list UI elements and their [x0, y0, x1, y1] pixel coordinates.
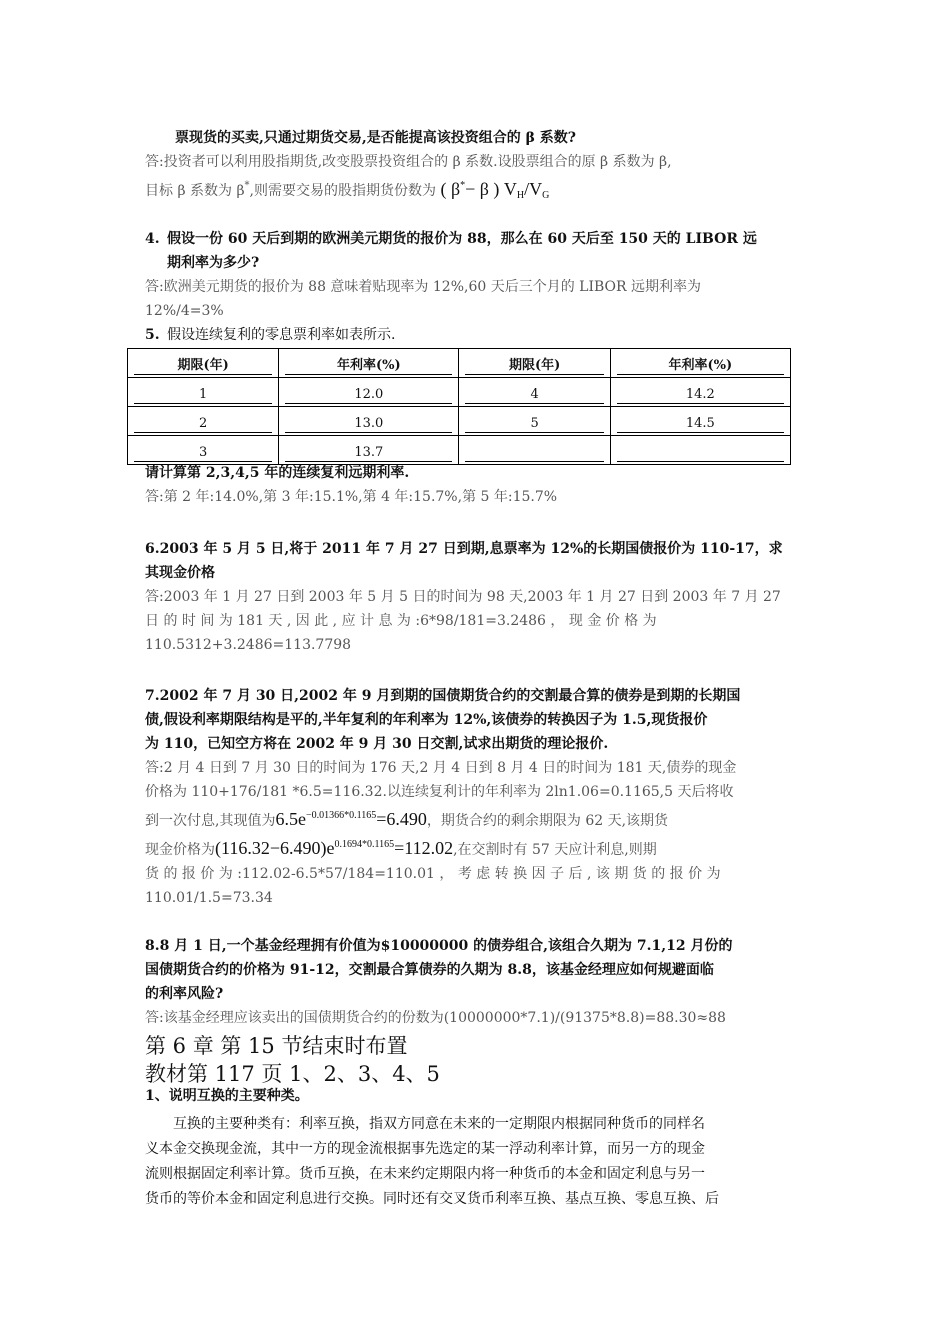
question-6-block [145, 537, 807, 657]
answer-3-text: 目标 β 系数为 β [145, 183, 245, 199]
chapter-heading: 第 6 章 第 15 节结束时布置 [145, 1034, 408, 1058]
table-header-cell: 期限(年) [134, 358, 272, 375]
pv-formula: $6.5e^{-0.01366*0.1165}=6.490$ [275, 809, 427, 829]
table-cell: 1 [134, 387, 272, 404]
section-1-block [145, 1084, 807, 1212]
table-cell: 13.0 [285, 416, 452, 433]
textbook-assignment: 教材第 117 页 1、2、3、4、5 [145, 1062, 440, 1086]
question-5-block [145, 323, 807, 347]
answer-8: 答:该基金经理应该卖出的国债期货合约的份数为(10000000*7.1)/(91375*8.8)=88.30≈88 [145, 1010, 726, 1026]
table-header-cell: 期限(年) [465, 358, 603, 375]
table-cell: 3 [134, 445, 272, 462]
table-cell: 2 [134, 416, 272, 433]
question-3-text: 票现货的买卖,只通过期货交易,是否能提高该投资组合的 β 系数? [175, 130, 576, 146]
question-4-line-2: 期利率为多少? [167, 255, 260, 271]
answer-7-line-5: 货 的 报 价 为 :112.02-6.5*57/184=110.01 ， 考 虑 转 换 因 子 后 , 该 期 货 的 报 价 为 [145, 866, 721, 882]
question-3-block [145, 126, 807, 208]
question-4-block [145, 227, 807, 323]
table-cell [617, 445, 784, 462]
answer-3-line-1: 答:投资者可以利用股指期货,改变股票投资组合的 β 系数.设股票组合的原 β 系数为 β, [145, 154, 672, 170]
answer-3-line-2 [145, 174, 807, 208]
question-8-line-2: 国债期货合约的价格为 91-12，交割最合算债券的久期为 8.8，该基金经理应如何规避面临 [145, 962, 714, 978]
question-8-block [145, 934, 807, 1030]
chapter-heading-block [145, 1032, 807, 1088]
question-7-block [145, 684, 807, 910]
table-header-cell: 年利率(%) [617, 358, 784, 375]
answer-7-line-6: 110.01/1.5=73.34 [145, 890, 273, 906]
zero-rate-table [127, 348, 791, 465]
answer-4-line-2: 12%/4=3% [145, 303, 224, 319]
question-7-line-3: 为 110，已知空方将在 2002 年 9 月 30 日交割,试求出期货的理论报价. [145, 736, 609, 752]
table-cell: 14.2 [617, 387, 784, 404]
table-cell: 5 [465, 416, 603, 433]
answer-7-line-2: 价格为 110+176/181 *6.5=116.32.以连续复利计的年利率为 2ln1.06=0.1165,5 天后将收 [145, 784, 734, 800]
question-5-ask-block [145, 461, 807, 509]
answer-6-line-3: 110.5312+3.2486=113.7798 [145, 637, 352, 653]
answer-6-line-2: 日 的 时 间 为 181 天 , 因 此 , 应 计 息 为 :6*98/181=3.2486 ， 现 金 价 格 为 [145, 613, 657, 629]
answer-7-line-3: 到一次付息,其现值为$6.5e^{-0.01366*0.1165}=6.490$，期货合约的剩余期限为 62 天,该期货 [145, 809, 669, 829]
answer-6-line-1: 答:2003 年 1 月 27 日到 2003 年 5 月 5 日的时间为 98 天,2003 年 1 月 27 日到 2003 年 7 月 27 [145, 589, 781, 605]
answer-4-line-1: 答:欧洲美元期货的报价为 88 意味着贴现率为 12%,60 天后三个月的 LIBOR 远期利率为 [145, 279, 702, 295]
futures-price-formula: $(116.32-6.490)e^{0.1694*0.1165}=112.02$ [215, 838, 454, 858]
table-cell [465, 445, 603, 462]
answer-3-text-b: ,则需要交易的股指期货份数为 [249, 183, 436, 199]
table-row [128, 407, 791, 436]
question-5-line: 5. 假设连续复利的零息票利率如表所示. [145, 327, 396, 343]
answer-7-line-1: 答:2 月 4 日到 7 月 30 日的时间为 176 天,2 月 4 日到 8 月 4 日的时间为 181 天,债券的现金 [145, 760, 737, 776]
question-7-line-2: 债,假设利率期限结构是平的,半年复利的年利率为 12%,该债券的转换因子为 1.5,现货报价 [145, 712, 708, 728]
question-6-line-2: 其现金价格 [145, 565, 215, 581]
question-8-line-3: 的利率风险? [145, 986, 224, 1002]
answer-7-line-4: 现金价格为$(116.32-6.490)e^{0.1694*0.1165}=112.02$,在交割时有 57 天应计利息,则期 [145, 838, 657, 858]
answer-5: 答:第 2 年:14.0%,第 3 年:15.1%,第 4 年:15.7%,第 5 年:15.7% [145, 489, 558, 505]
question-8-line-1: 8.8 月 1 日,一个基金经理拥有价值为$10000000 的债券组合,该组合久期为 7.1,12 月份的 [145, 938, 733, 954]
table-header-row [128, 349, 791, 378]
table-row [128, 378, 791, 407]
table-cell: 14.5 [617, 416, 784, 433]
question-7-line-1: 7.2002 年 7 月 30 日,2002 年 9 月到期的国债期货合约的交割最合算的债券是到期的长期国 [145, 688, 741, 704]
section-1-line-3: 流则根据固定利率计算。货币互换，在未来约定期限内将一种货币的本金和固定利息与另一 [145, 1166, 705, 1182]
section-1-title: 1、说明互换的主要种类。 [145, 1088, 309, 1104]
table-header-cell: 年利率(%) [285, 358, 452, 375]
section-1-line-1: 互换的主要种类有：利率互换，指双方同意在未来的一定期限内根据同种货币的同样名 [173, 1116, 705, 1132]
beta-formula: ( β*− β ) $V_H/V_G$ [440, 179, 550, 201]
answer-3-star: * [244, 180, 250, 191]
table-cell: 13.7 [285, 445, 452, 462]
table-cell: 12.0 [285, 387, 452, 404]
section-1-line-2: 义本金交换现金流，其中一方的现金流根据事先选定的某一浮动利率计算，而另一方的现金 [145, 1141, 705, 1157]
question-4-line-1: 4. 假设一份 60 天后到期的欧洲美元期货的报价为 88，那么在 60 天后至 150 天的 LIBOR 远 [145, 231, 757, 247]
question-6-line-1: 6.2003 年 5 月 5 日,将于 2011 年 7 月 27 日到期,息票率为 12%的长期国债报价为 110-17，求 [145, 541, 783, 557]
section-1-line-4: 货币的等价本金和固定利息进行交换。同时还有交叉货币利率互换、基点互换、零息互换、后 [145, 1191, 719, 1207]
question-5-ask: 请计算第 2,3,4,5 年的连续复利远期利率. [145, 465, 410, 481]
table-cell: 4 [465, 387, 603, 404]
